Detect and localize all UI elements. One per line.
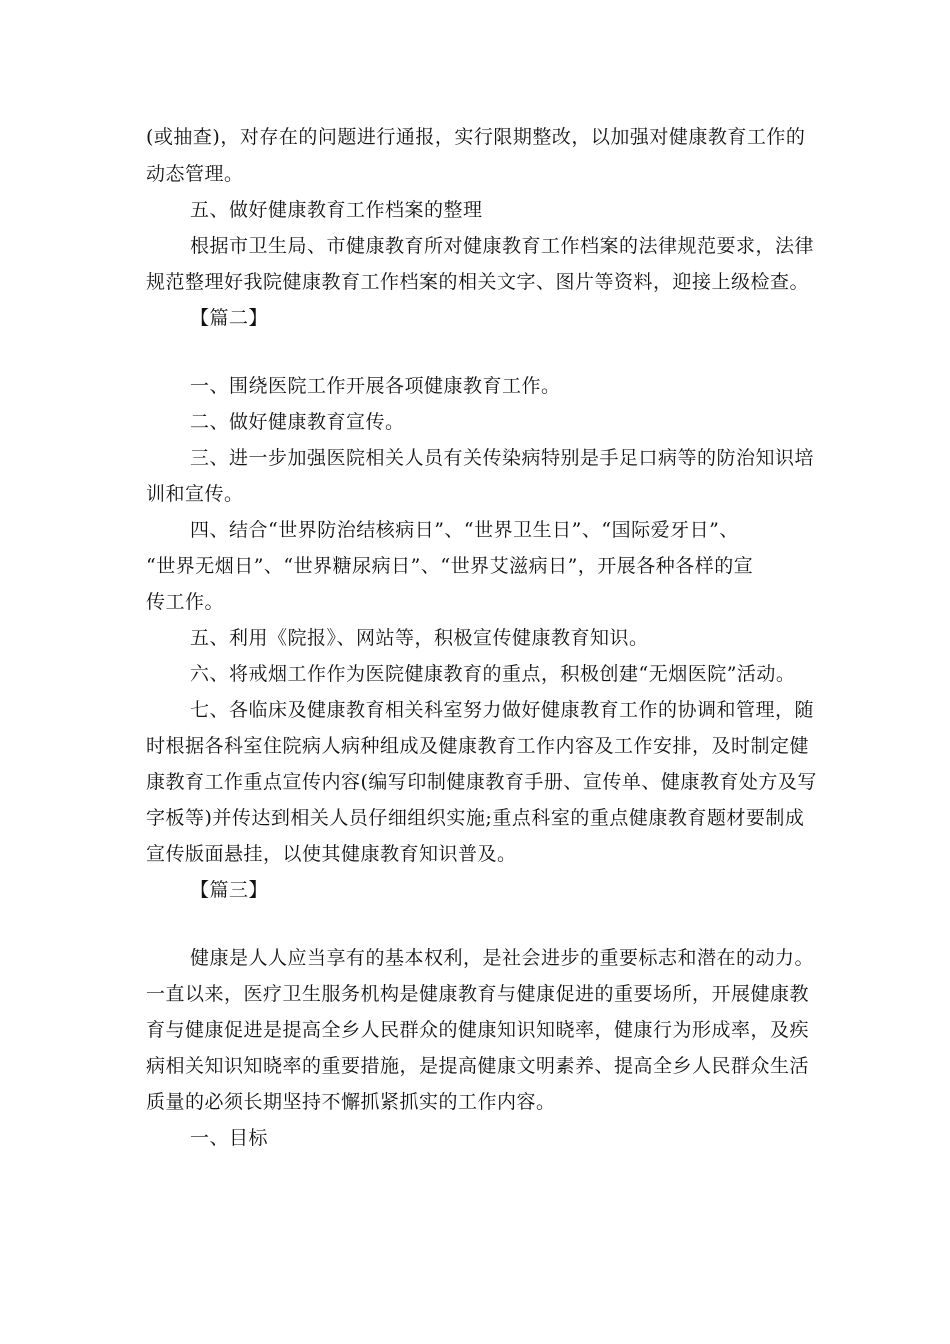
paragraph-line: 病相关知识知晓率的重要措施，是提高健康文明素养、提高全乡人民群众生活 xyxy=(146,1055,810,1077)
paragraph-line: 一直以来，医疗卫生服务机构是健康教育与健康促进的重要场所，开展健康教 xyxy=(146,983,810,1005)
paragraph-line: 宣传版面悬挂，以使其健康教育知识普及。 xyxy=(146,843,517,865)
paragraph-line: (或抽查)，对存在的问题进行通报，实行限期整改，以加强对健康教育工作的 xyxy=(146,126,806,148)
paragraph-line: 规范整理好我院健康教育工作档案的相关文字、图片等资料，迎接上级检查。 xyxy=(146,271,810,293)
list-item: 二、做好健康教育宣传。 xyxy=(190,411,405,433)
list-item: 七、各临床及健康教育相关科室努力做好健康教育工作的协调和管理，随 xyxy=(190,699,815,721)
paragraph-line: “世界无烟日”、“世界糖尿病日”、“世界艾滋病日”，开展各种各样的宣 xyxy=(146,555,754,577)
list-item: 一、围绕医院工作开展各项健康教育工作。 xyxy=(190,375,561,397)
part-heading: 【篇二】 xyxy=(190,307,269,329)
paragraph-line: 传工作。 xyxy=(146,591,225,613)
paragraph-line: 质量的必须长期坚持不懈抓紧抓实的工作内容。 xyxy=(146,1091,556,1113)
part-heading: 【篇三】 xyxy=(190,879,269,901)
paragraph-line: 康教育工作重点宣传内容(编写印制健康教育手册、宣传单、健康教育处方及写 xyxy=(146,771,817,793)
list-item: 五、利用《院报》、网站等，积极宣传健康教育知识。 xyxy=(190,627,649,649)
paragraph-line: 字板等)并传达到相关人员仔细组织实施;重点科室的重点健康教育题材要制成 xyxy=(146,807,805,829)
section-heading: 五、做好健康教育工作档案的整理 xyxy=(190,199,483,221)
paragraph-line: 训和宣传。 xyxy=(146,483,244,505)
list-item: 四、结合“世界防治结核病日”、“世界卫生日”、“国际爱牙日”、 xyxy=(190,519,739,541)
paragraph-line: 健康是人人应当享有的基本权利，是社会进步的重要标志和潜在的动力。 xyxy=(190,947,815,969)
list-item: 三、进一步加强医院相关人员有关传染病特别是手足口病等的防治知识培 xyxy=(190,447,815,469)
paragraph-line: 育与健康促进是提高全乡人民群众的健康知识知晓率，健康行为形成率，及疾 xyxy=(146,1019,810,1041)
section-heading: 一、目标 xyxy=(190,1127,269,1149)
paragraph-line: 动态管理。 xyxy=(146,163,244,185)
paragraph-line: 时根据各科室住院病人病种组成及健康教育工作内容及工作安排，及时制定健 xyxy=(146,735,810,757)
paragraph-line: 根据市卫生局、市健康教育所对健康教育工作档案的法律规范要求，法律 xyxy=(190,235,815,257)
list-item: 六、将戒烟工作作为医院健康教育的重点，积极创建“无烟医院”活动。 xyxy=(190,663,796,685)
